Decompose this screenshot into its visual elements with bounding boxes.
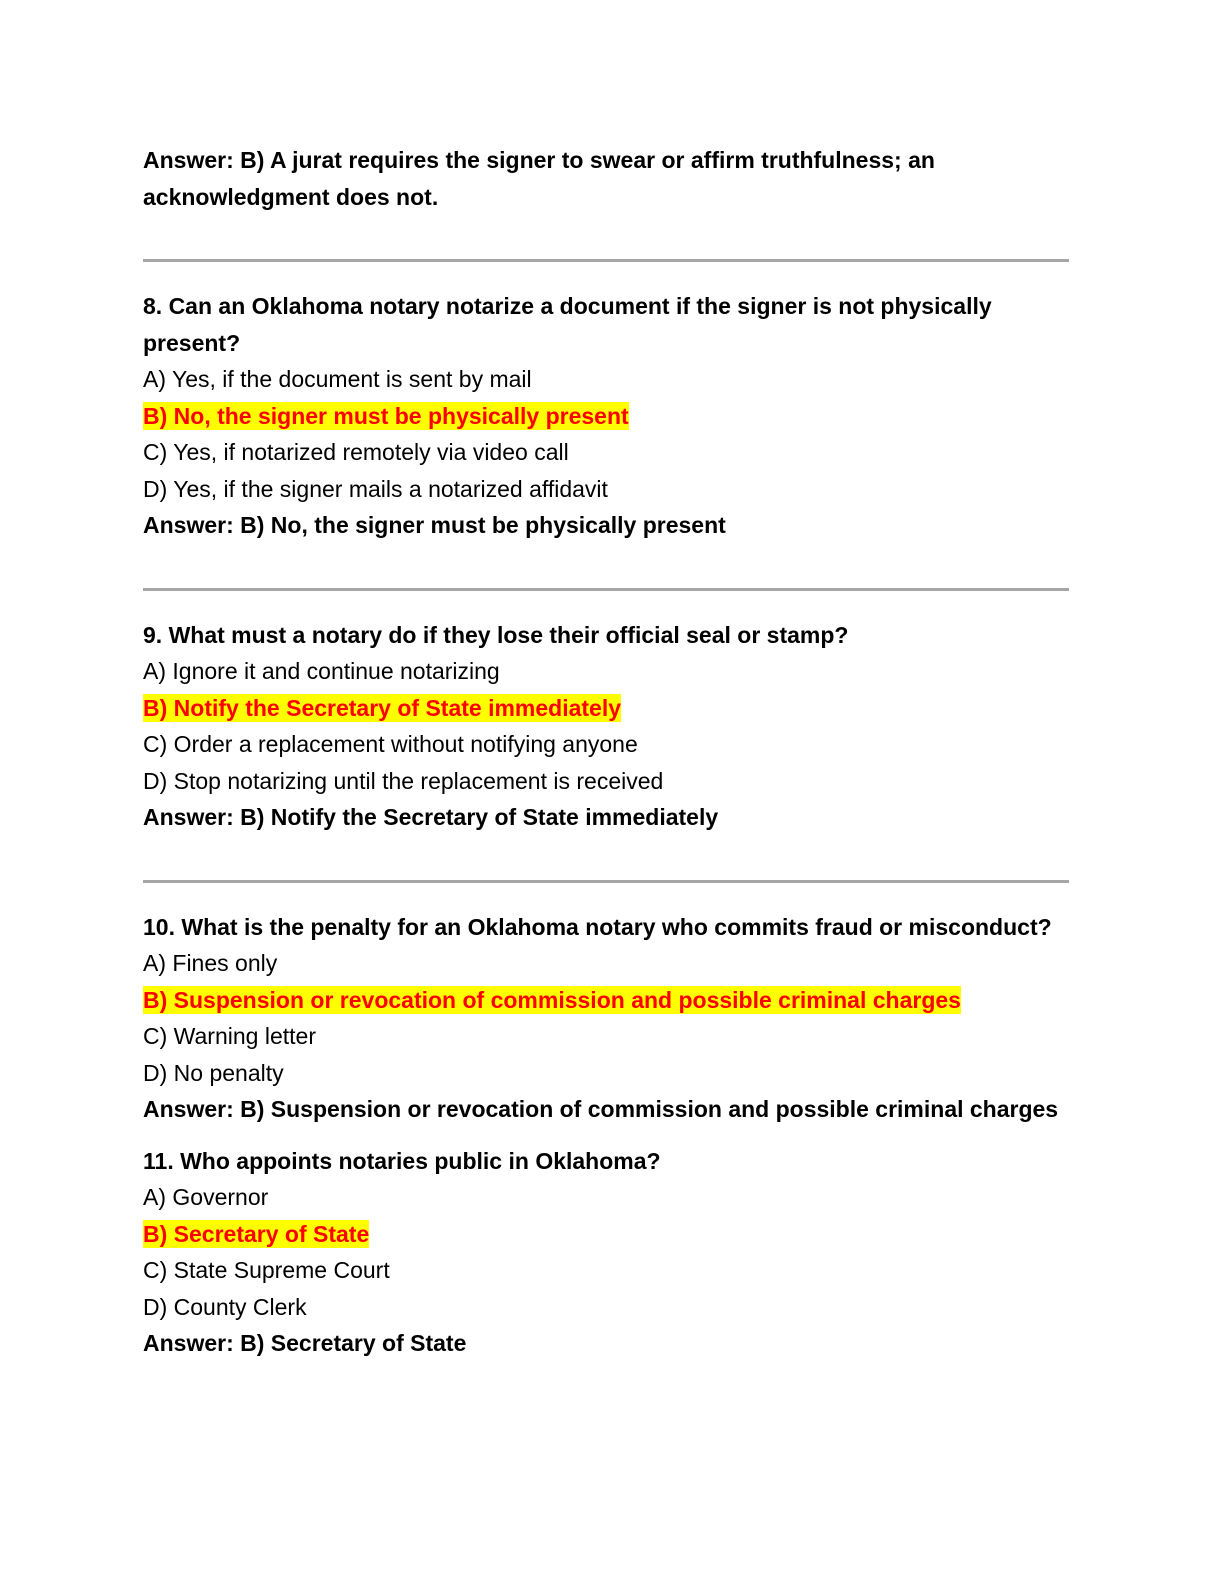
question-block-9 [143, 617, 1073, 836]
question-text: 10. What is the penalty for an Oklahoma notary who commits fraud or misconduct? [143, 913, 1052, 940]
option-b-correct: B) Notify the Secretary of State immediately [143, 694, 622, 721]
option-d: D) No penalty [143, 1059, 284, 1086]
option-a: A) Ignore it and continue notarizing [143, 658, 500, 684]
option-c: C) Order a replacement without notifying anyone [143, 731, 638, 757]
answer-text: Answer: B) Suspension or revocation of commission and possible criminal charges [143, 1096, 1059, 1122]
question-block-11 [143, 1143, 1073, 1362]
option-b-correct: B) No, the signer must be physically present [143, 402, 629, 429]
option-a: A) Fines only [143, 950, 278, 976]
question-block-10 [143, 909, 1073, 1128]
question-text: 11. Who appoints notaries public in Oklahoma? [143, 1147, 661, 1174]
question-text: 8. Can an Oklahoma notary notarize a document if the signer is not physically present? [143, 293, 992, 356]
intro-answer: Answer: B) A jurat requires the signer to swear or affirm truthfulness; an acknowledgment does not. [143, 147, 935, 210]
page-content [143, 142, 1073, 1362]
option-c: C) State Supreme Court [143, 1257, 390, 1283]
option-c: C) Warning letter [143, 1023, 316, 1049]
answer-text: Answer: B) No, the signer must be physically present [143, 512, 726, 538]
option-a: A) Yes, if the document is sent by mail [143, 366, 532, 392]
question-text: 9. What must a notary do if they lose their official seal or stamp? [143, 621, 849, 648]
option-a: A) Governor [143, 1184, 269, 1210]
option-d: D) Stop notarizing until the replacement is received [143, 767, 664, 794]
option-c: C) Yes, if notarized remotely via video call [143, 439, 569, 465]
option-d: D) Yes, if the signer mails a notarized affidavit [143, 475, 608, 502]
answer-text: Answer: B) Notify the Secretary of State immediately [143, 804, 719, 830]
option-b-correct: B) Suspension or revocation of commission and possible criminal charges [143, 986, 961, 1013]
question-block-8 [143, 288, 1073, 544]
option-d: D) County Clerk [143, 1293, 307, 1320]
option-b-correct: B) Secretary of State [143, 1220, 370, 1247]
answer-text: Answer: B) Secretary of State [143, 1330, 467, 1356]
